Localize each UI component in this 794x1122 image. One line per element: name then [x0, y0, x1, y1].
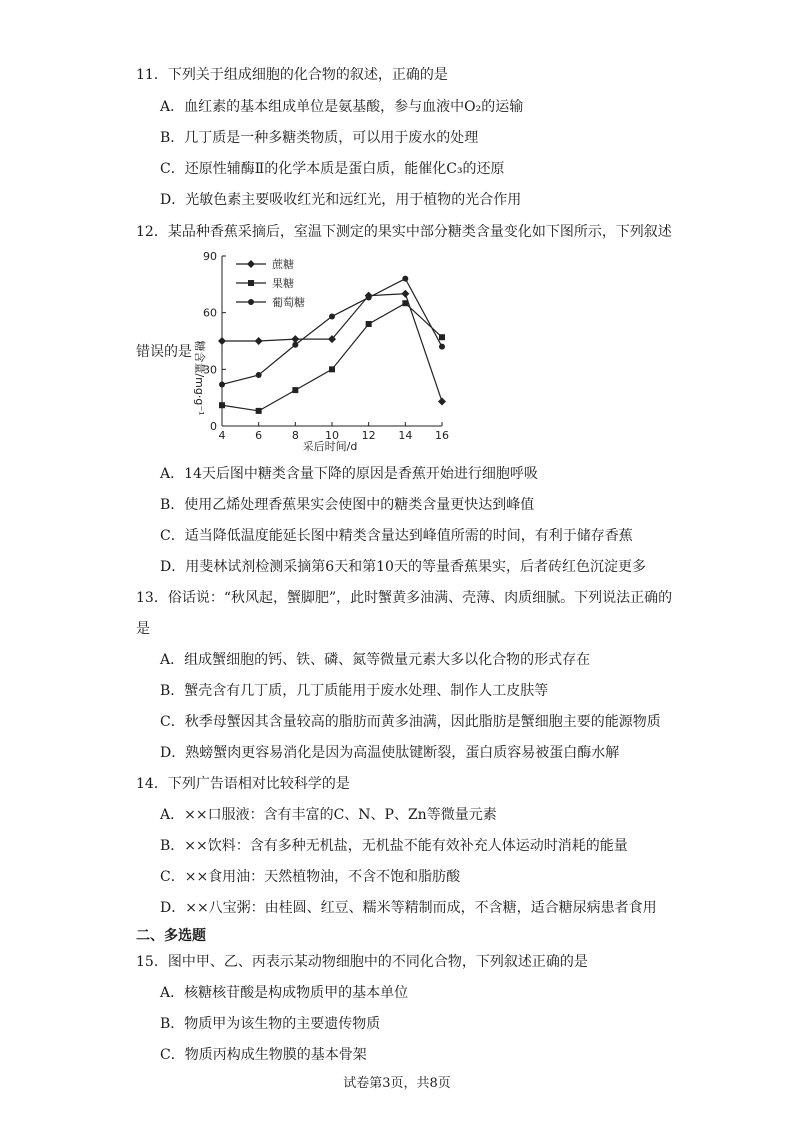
- q15-option-b: B．物质甲为该生物的主要遗传物质: [160, 1016, 381, 1032]
- data-point-square: [219, 402, 225, 408]
- q13-stem: 13．俗话说：“秋风起，蟹脚肥”，此时蟹黄多油满、壳薄、肉质细腻。下列说法正确的: [136, 590, 673, 606]
- x-tick-label: 8: [291, 429, 299, 442]
- q15-option-c: C．物质丙构成生物膜的基本骨架: [160, 1047, 367, 1063]
- section-heading-multiple-choice: 二、多选题: [136, 928, 206, 944]
- q12-option-d: D．用斐林试剂检测采摘第6天和第10天的等量香蕉果实，后者砖红色沉淀更多: [160, 559, 646, 575]
- q11-option-c: C．还原性辅酶Ⅱ的化学本质是蛋白质，能催化C₃的还原: [160, 161, 505, 177]
- y-tick-label: 90: [203, 250, 217, 263]
- data-point-square: [439, 334, 445, 340]
- q12-option-b: B．使用乙烯处理香蕉果实会使图中的糖类含量更快达到峰值: [160, 497, 535, 513]
- q13-stem-continued: 是: [136, 621, 150, 637]
- data-point-square: [402, 300, 408, 306]
- legend-marker: [248, 299, 254, 305]
- legend-label: 葡萄糖: [272, 296, 305, 309]
- chart-series: [218, 276, 446, 414]
- data-point-circle: [366, 295, 372, 301]
- q13-option-b: B．蟹壳含有几丁质，几丁质能用于废水处理、制作人工皮肤等: [160, 683, 549, 699]
- x-tick-label: 12: [361, 429, 376, 442]
- q14-option-b: B．××饮料：含有多种无机盐，无机盐不能有效补充人体运动时消耗的能量: [160, 838, 628, 854]
- q12-stem: 12．某品种香蕉采摘后，室温下测定的果实中部分糖类含量变化如下图所示，下列叙述: [136, 224, 672, 240]
- q13-option-c: C．秋季母蟹因其含量较高的脂肪而黄多油满，因此脂肪是蟹细胞主要的能源物质: [160, 714, 661, 730]
- chart-xlabel: 采后时间/d: [302, 440, 358, 453]
- data-point-diamond: [401, 290, 409, 298]
- data-point-circle: [439, 344, 445, 350]
- y-tick-label: 0: [210, 420, 217, 433]
- q14-option-d: D．××八宝粥：由桂圆、红豆、糯米等精制而成，不含糖，适合糖尿病患者食用: [160, 900, 657, 916]
- data-point-circle: [402, 276, 408, 282]
- q14-option-a: A．××口服液：含有丰富的C、N、P、Zn等微量元素: [160, 807, 497, 823]
- data-point-circle: [329, 313, 335, 319]
- legend-label: 果糖: [272, 277, 294, 290]
- q14-option-c: C．××食用油：天然植物油，不含不饱和脂肪酸: [160, 869, 461, 885]
- x-tick-label: 14: [398, 429, 413, 442]
- x-tick-label: 4: [218, 429, 226, 442]
- q11-stem: 11．下列关于组成细胞的化合物的叙述，正确的是: [136, 67, 448, 83]
- data-point-diamond: [438, 397, 446, 405]
- chart-ylabel: 糖含量/mg·g⁻¹: [193, 340, 206, 416]
- data-point-circle: [219, 381, 225, 387]
- page-footer: 试卷第3页，共8页: [343, 1076, 451, 1091]
- data-point-square: [256, 408, 262, 414]
- q11-option-b: B．几丁质是一种多糖类物质，可以用于废水的处理: [160, 130, 479, 146]
- y-tick-label: 60: [203, 306, 217, 320]
- chart-legend: [236, 257, 305, 309]
- data-point-square: [292, 387, 298, 393]
- x-tick-label: 10: [325, 429, 339, 442]
- q13-option-d: D．熟螃蟹肉更容易消化是因为高温使肽键断裂，蛋白质容易被蛋白酶水解: [160, 745, 620, 761]
- data-point-circle: [292, 342, 298, 348]
- q11-option-a: A．血红素的基本组成单位是氨基酸，参与血液中O₂的运输: [160, 99, 524, 115]
- q12-stem-continued: 错误的是: [136, 344, 192, 360]
- q12-option-a: A．14天后图中糖类含量下降的原因是香蕉开始进行细胞呼吸: [160, 466, 538, 482]
- data-point-diamond: [255, 337, 263, 345]
- sugar-content-chart: [186, 248, 456, 456]
- data-point-square: [329, 366, 335, 372]
- legend-label: 蔗糖: [272, 258, 294, 271]
- data-point-square: [366, 321, 372, 327]
- q13-option-a: A．组成蟹细胞的钙、铁、磷、氮等微量元素大多以化合物的形式存在: [160, 652, 591, 668]
- chart-axes: [203, 250, 449, 442]
- q11-option-d: D．光敏色素主要吸收红光和远红光，用于植物的光合作用: [160, 192, 522, 208]
- data-point-circle: [256, 372, 262, 378]
- y-tick-label: 30: [203, 363, 217, 377]
- series-line-diamond: [222, 294, 442, 402]
- x-tick-label: 16: [435, 429, 449, 442]
- q12-option-c: C．适当降低温度能延长图中精类含量达到峰值所需的时间，有利于储存香蕉: [160, 528, 633, 544]
- x-tick-label: 6: [255, 429, 263, 442]
- legend-marker: [248, 280, 254, 286]
- data-point-diamond: [218, 337, 226, 345]
- q15-stem: 15．图中甲、乙、丙表示某动物细胞中的不同化合物，下列叙述正确的是: [136, 954, 588, 970]
- q14-stem: 14．下列广告语相对比较科学的是: [136, 776, 350, 792]
- legend-marker: [247, 260, 255, 268]
- q15-option-a: A．核糖核苷酸是构成物质甲的基本单位: [160, 985, 409, 1001]
